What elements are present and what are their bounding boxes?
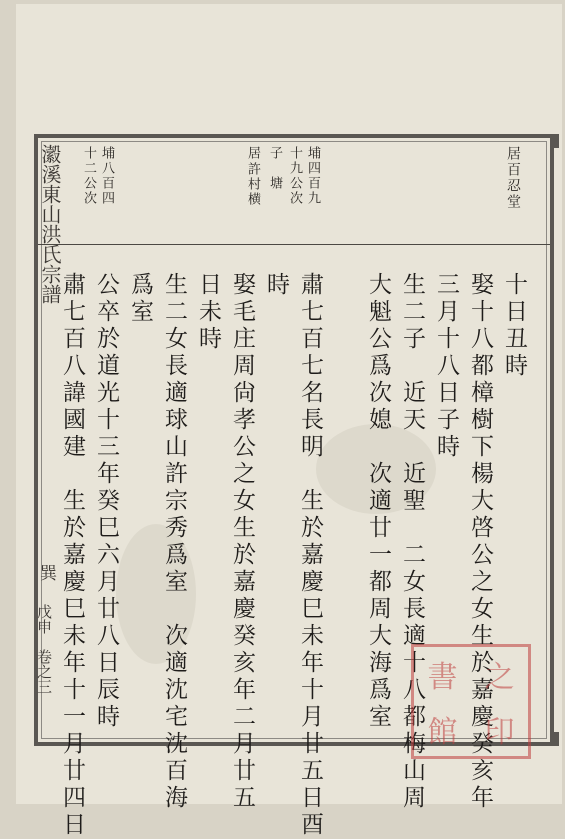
frame-corner-mark bbox=[553, 732, 559, 746]
text-column: 娶十八都樟樹下楊大啓公之女生於嘉慶癸亥年 bbox=[467, 272, 493, 812]
text-column: 日未時 bbox=[195, 272, 221, 353]
side-note: 埔八百四 bbox=[99, 146, 114, 206]
side-note: 塘 bbox=[267, 176, 282, 191]
seal-char: 館 bbox=[427, 714, 458, 750]
text-column: 三月十八日子時 bbox=[433, 272, 459, 461]
side-note: 十二公次 bbox=[81, 146, 96, 206]
volume-mark: 戊申 卷之三 bbox=[35, 604, 53, 694]
text-column: 時 bbox=[263, 272, 289, 299]
text-column: 生二女長適球山許宗秀爲室 次適沈宅沈百海 bbox=[161, 272, 187, 812]
text-column: 公卒於道光十三年癸巳六月廿八日辰時 bbox=[93, 272, 119, 731]
text-column: 大魁公爲次媳 次適廿一都周大海爲室 bbox=[365, 272, 391, 731]
seal-char: 書 bbox=[427, 660, 458, 696]
branch-mark: 巽 bbox=[36, 564, 56, 581]
library-seal bbox=[411, 644, 531, 759]
side-note: 子 bbox=[267, 146, 282, 161]
side-note: 居 bbox=[245, 146, 260, 161]
note-divider bbox=[38, 244, 550, 245]
text-column: 爲室 bbox=[127, 272, 153, 326]
text-column: 娶毛庄周尙孝公之女生於嘉慶癸亥年二月廿五 bbox=[229, 272, 255, 812]
text-column: 肅七百七名長明 生於嘉慶巳未年十月廿五日酉 bbox=[297, 272, 323, 839]
frame-corner-mark bbox=[553, 134, 559, 148]
seal-char: 印 bbox=[484, 714, 515, 750]
bleed-through bbox=[136, 154, 162, 172]
text-column: 肅七百八諱國建 生於嘉慶巳未年十一月廿四日 bbox=[59, 272, 85, 839]
hall-name: 居百忍堂 bbox=[505, 146, 521, 210]
side-note: 許村横 bbox=[245, 162, 260, 207]
text-column: 生二子 近天 近聖 二女長適十八都梅山周 bbox=[399, 272, 425, 812]
text-column: 十日丑時 bbox=[501, 272, 527, 380]
page bbox=[16, 4, 562, 839]
spine-title: 瀫溪東山洪氏宗譜 bbox=[38, 144, 62, 304]
side-note: 埔四百九 bbox=[305, 146, 320, 206]
side-note: 十九公次 bbox=[287, 146, 302, 206]
seal-char: 之 bbox=[484, 660, 515, 696]
